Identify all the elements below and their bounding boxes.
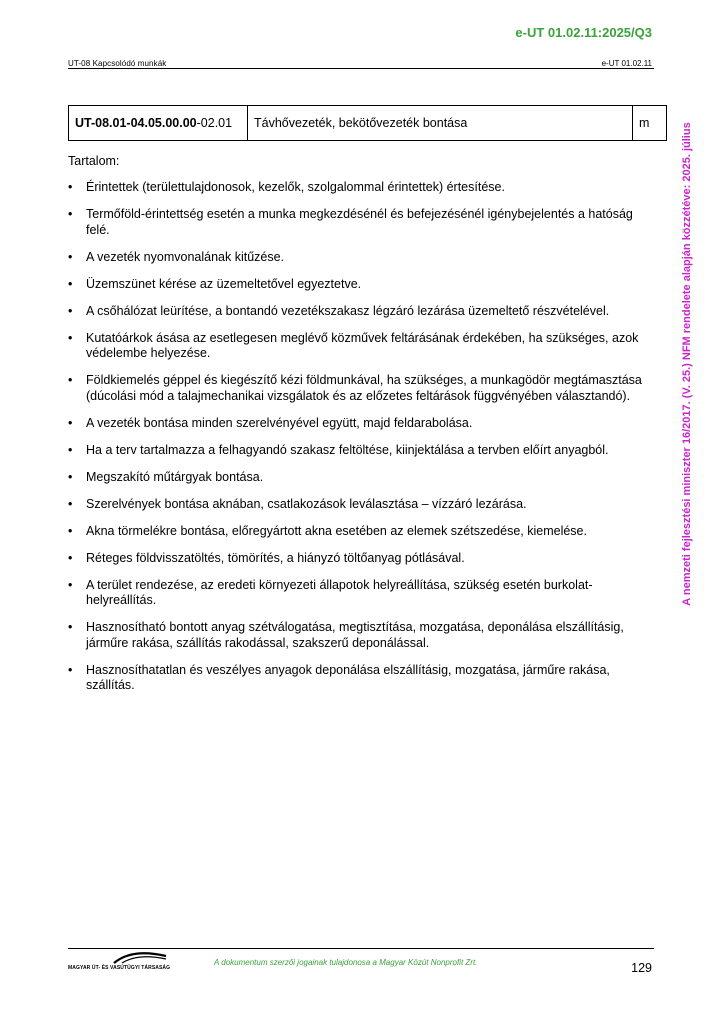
header-section-title: UT-08 Kapcsolódó munkák <box>68 59 167 68</box>
road-logo-icon <box>112 950 168 964</box>
item-title-cell: Távhővezeték, bekötővezeték bontása <box>248 106 633 141</box>
footer-logo <box>68 950 171 976</box>
list-item: • A vezeték nyomvonalának kitűzése. <box>68 250 658 266</box>
list-item: • Kutatóárkok ásása az esetlegesen meglévő közművek feltárásának érdekében, ha szükséges, azok védelembe helyezése. <box>68 331 658 362</box>
list-item: • A vezeték bontása minden szerelvényével együtt, majd feldarabolása. <box>68 416 658 432</box>
list-item: • Szerelvények bontása aknában, csatlakozások leválasztása – vízzáró lezárása. <box>68 497 658 513</box>
header-divider <box>68 68 654 69</box>
header-document-code: e-UT 01.02.11 <box>601 59 652 68</box>
item-header-row <box>69 106 667 141</box>
item-code-main: UT-08.01-04.05.00.00 <box>75 116 197 130</box>
list-item: • Földkiemelés géppel és kiegészítő kézi földmunkával, ha szükséges, a munkagödör megtámasztása (dúcolási mód a talajmechanikai vizsgálatok és az előzetes feltárások függvényében választandó). <box>68 373 658 404</box>
content-list <box>68 180 658 705</box>
item-code-suffix: -02.01 <box>196 116 233 130</box>
list-item: • Termőföld-érintettség esetén a munka megkezdésénél és befejezésénél igénybejelentés a hatóság felé. <box>68 207 658 238</box>
content-label: Tartalom: <box>68 154 120 168</box>
item-code-cell <box>69 106 248 141</box>
list-item: • Megszakító műtárgyak bontása. <box>68 470 658 486</box>
page-number: 129 <box>631 961 652 975</box>
list-item: • Hasznosítható bontott anyag szétválogatása, megtisztítása, mozgatása, deponálása elszállításig, járműre rakása, szállítás rakodással, szakszerű deponálással. <box>68 620 658 651</box>
item-unit-cell: m <box>633 106 667 141</box>
side-publication-note <box>674 96 700 632</box>
list-item: • Hasznosíthatatlan és veszélyes anyagok deponálása elszállításig, mozgatása, járműre rakása, szállítás. <box>68 663 658 694</box>
list-item: • Réteges földvisszatöltés, tömörítés, a hiányzó töltőanyag pótlásával. <box>68 551 658 567</box>
list-item: • Érintettek (területtulajdonosok, kezelők, szolgalommal érintettek) értesítése. <box>68 180 658 196</box>
footer-logo-text: MAGYAR ÚT- ÉS VASÚTÜGYI TÁRSASÁG <box>68 965 171 971</box>
list-item: • Üzemszünet kérése az üzemeltetővel egyeztetve. <box>68 277 658 293</box>
footer-divider <box>68 948 654 949</box>
side-publication-note-text: A nemzeti fejlesztési miniszter 16/2017. (V. 25.) NFM rendelete alapján közzétéve: 2025. július <box>681 122 693 606</box>
list-item: • A csőhálózat leürítése, a bontandó vezetékszakasz légzáró lezárása üzemeltető részvételével. <box>68 304 658 320</box>
footer-copyright: A dokumentum szerzői jogainak tulajdonosa a Magyar Közút Nonprofit Zrt. <box>214 958 478 967</box>
list-item: • Ha a terv tartalmazza a felhagyandó szakasz feltöltése, kiinjektálása a tervben előírt anyagból. <box>68 443 658 459</box>
list-item: • Akna törmelékre bontása, előregyártott akna esetében az elemek szétszedése, kiemelése. <box>68 524 658 540</box>
document-code-top: e-UT 01.02.11:2025/Q3 <box>515 25 652 40</box>
item-header-table <box>68 105 667 141</box>
list-item: • A terület rendezése, az eredeti környezeti állapotok helyreállítása, szükség esetén burkolat-helyreállítás. <box>68 578 658 609</box>
